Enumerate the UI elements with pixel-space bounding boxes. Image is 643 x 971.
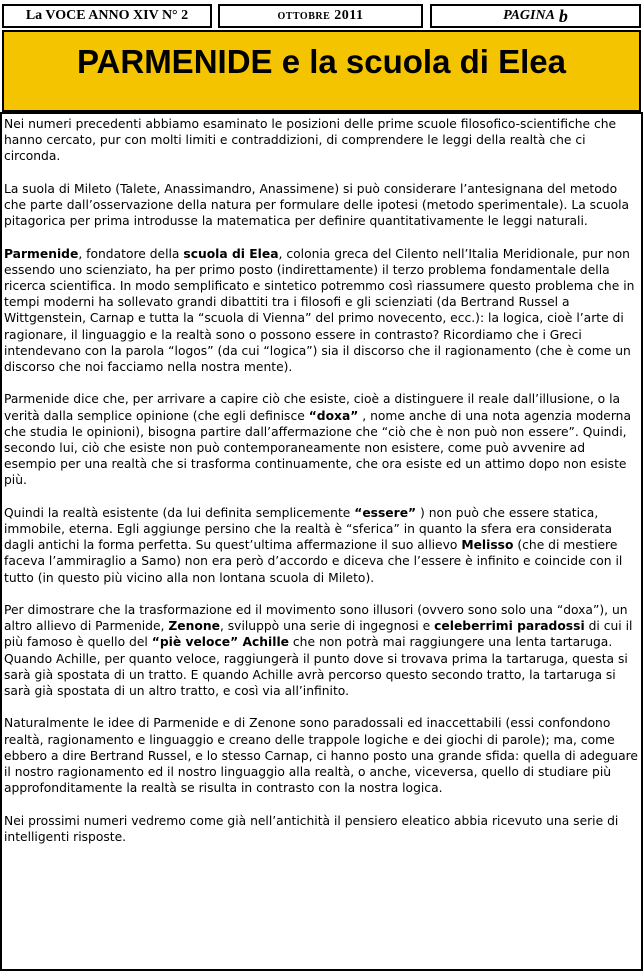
page-label: PAGINA xyxy=(503,8,555,23)
emphasis-text: “essere” xyxy=(354,505,417,520)
article-title: PARMENIDE e la scuola di Elea xyxy=(76,43,567,80)
paragraph-text: Naturalmente le idee di Parmenide e di Zenone sono paradossali ed inaccettabili (essi confondono realtà, ragionamento e linguaggio e creano delle trappole logiche e dei giochi di parole); ma, come ebbero a dire Bertrand Russel, e lo stesso Carnap, ci hanno posto una grande sfida: quella di adeguare il nostro ragionamento ed il nostro linguaggio alla realtà, o anche, viceversa, quello di studiare più approfonditamente la realtà se risulta in contrasto con la nostra logica. xyxy=(4,716,638,796)
paragraph-text: La suola di Mileto (Talete, Anassimandro, Anassimene) si può considerare l’antesignana del metodo che parte dall’osservazione della natura per formulare delle ipotesi (metodo sperimentale). La scuola pitagorica per prima introdusse la matematica per definire quantitativamente le leggi naturali. xyxy=(4,181,630,229)
paragraph-text: Nei numeri precedenti abbiamo esaminato le posizioni delle prime scuole filosofico-scientifiche che hanno cercato, pur con molti limiti e contraddizioni, di comprendere le leggi della realtà che ci circonda. xyxy=(4,117,617,164)
issue-date: ottobre 2011 xyxy=(218,4,423,28)
emphasis-text: celeberrimi paradossi xyxy=(434,619,585,634)
header-rule xyxy=(2,112,641,114)
article-paragraph xyxy=(4,116,638,165)
paragraph-text: , nome anche di una nota agenzia moderna che studia le opinioni), bisogna partire dall’affermazione che “ciò che è non può non essere”. Quindi, secondo lui, ciò che esiste non può contemporaneamente non esistere, come può avvenire ad esempio per una realtà che si trasforma continuamente, che ora esiste ed un attimo dopo non esiste più. xyxy=(4,408,632,488)
issue-label: La VOCE ANNO XIV N° 2 xyxy=(2,4,212,28)
paragraph-text: Quindi la realtà esistente (da lui definita semplicemente xyxy=(4,505,355,520)
article-paragraph xyxy=(4,505,638,586)
emphasis-text: “piè veloce” Achille xyxy=(151,635,290,650)
paragraph-text: , colonia greca del Cilento nell’Italia Meridionale, pur non essendo uno scienziato, ha per primo posto (indirettamente) il terzo problema fondamentale della ricerca scientifica. In modo semplificato e sintetico potremmo così riassumere questo problema che in tempi moderni ha sollevato grandi dibattiti tra i filosofi e gli scienziati (da Bertrand Russel a Wittgenstein, Carnap e tutta la “scuola di Vienna” del primo novecento, ecc.): la logica, cioè l’arte di ragionare, il linguaggio e la realtà sono o possono essere in contrasto? Ricordiamo che i Greci intendevano con la parola “logos” (da cui “logica”) sia il discorso che il ragionamento (che è come un discorso che noi facciamo nella nostra mente). xyxy=(4,246,635,375)
article-paragraph xyxy=(4,391,638,488)
paragraph-text: che non potrà mai raggiungere una lenta tartaruga. Quando Achille, per quanto veloce, raggiungerà il punto dove si trovava prima la tartaruga, questa si sarà già spostata di un tratto. E quando Achille avrà percorso questo secondo tratto, la tartaruga si sarà già spostata di un altro tratto, e così via all’infinito. xyxy=(4,635,628,699)
title-banner xyxy=(2,30,641,112)
emphasis-text: Parmenide xyxy=(4,246,79,261)
left-border xyxy=(0,112,2,971)
emphasis-text: scuola di Elea xyxy=(183,246,279,261)
emphasis-text: Melisso xyxy=(461,538,514,553)
paragraph-text: ) non può che essere statica, immobile, eterna. Egli aggiunge persino che la realtà è “sferica” in quanto la sfera era considerata dagli antichi la forma perfetta. Su quest’ultima affermazione il suo allievo xyxy=(4,505,612,553)
article-paragraph xyxy=(4,813,638,845)
paragraph-text: Nei prossimi numeri vedremo come già nell’antichità il pensiero eleatico abbia ricevuto una serie di intelligenti risposte. xyxy=(4,813,619,844)
emphasis-text: Zenone xyxy=(168,619,220,634)
article-paragraph xyxy=(4,246,638,376)
paragraph-text: (che di mestiere faceva l’ammiraglio a Samo) non era però d’accordo e diceva che l’essere è infinito e coincide con il tutto (in questo più vicino alla non lontana scuola di Mileto). xyxy=(4,538,623,585)
article-paragraph xyxy=(4,715,638,796)
masthead xyxy=(0,0,643,112)
paragraph-text: di cui il più famoso è quello del xyxy=(4,619,633,650)
paragraph-text: Per dimostrare che la trasformazione ed il movimento sono illusori (ovvero sono solo una “doxa”), un altro allievo di Parmenide, xyxy=(4,603,628,634)
page-letter: b xyxy=(558,5,568,26)
paragraph-text: , sviluppò una serie di ingegnosi e xyxy=(219,619,435,634)
page-number xyxy=(430,4,641,28)
article-paragraph xyxy=(4,602,638,699)
article-paragraph xyxy=(4,181,638,230)
paragraph-text: Parmenide dice che, per arrivare a capire ciò che esiste, cioè a distinguere il reale dall’illusione, o la verità dalla semplice opinione (che egli definisce xyxy=(4,392,621,423)
paragraph-text: , fondatore della xyxy=(78,246,184,261)
emphasis-text: “doxa” xyxy=(308,408,359,423)
article-body xyxy=(4,116,638,845)
